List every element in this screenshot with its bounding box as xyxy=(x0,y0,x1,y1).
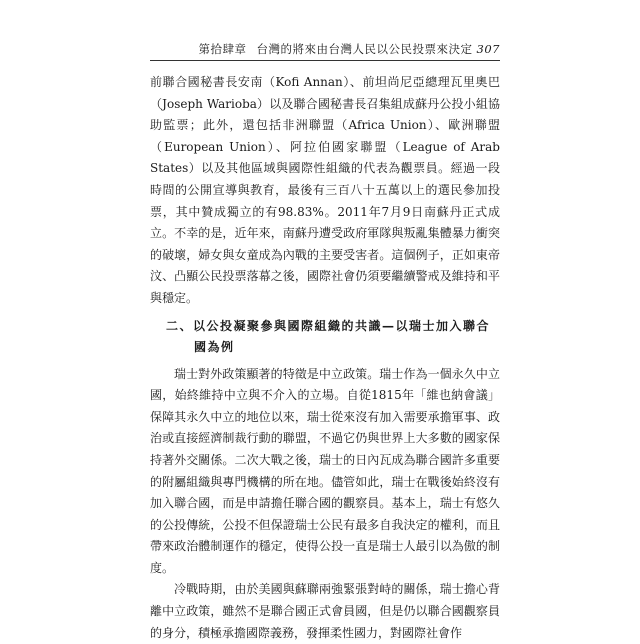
paragraph: 冷戰時期，由於美國與蘇聯兩強緊張對峙的關係，瑞士擔心背離中立政策，雖然不是聯合國正式會員國，但是仍以聯合國觀察員的身分，積極承擔國際義務，發揮柔性國力，對國際社會作 xyxy=(150,582,500,640)
section-heading xyxy=(150,316,500,358)
running-header xyxy=(150,40,500,61)
section-heading-line-1: 二、以公投凝聚參與國際組織的共識—以瑞士加入聯合 xyxy=(166,318,491,333)
book-page xyxy=(150,40,500,640)
paragraph: 前聯合國秘書長安南（Kofi Annan）、前坦尚尼亞總理瓦里奧巴（Joseph Warioba）以及聯合國秘書長召集組成蘇丹公投小組協助監票；此外，還包括非洲聯盟（Africa Union）、歐洲聯盟（European Union）、阿拉伯國家聯盟（League of Arab States）以及其他區域與國際性組織的代表為觀票員。經過一段時間的公開宣導與教育，最後有三百八十五萬以上的選民參加投票，其中贊成獨立的有98.83%。2011年7月9日南蘇丹正式成立。不幸的是，近年來，南蘇丹遭受政府軍隊與叛亂集體暴力衝突的破壞，婦女與女童成為內戰的主要受害者。這個例子，正如東帝汶、凸顯公民投票落幕之後，國際社會仍須要繼續警戒及維持和平與穩定。 xyxy=(150,75,500,305)
chapter-title: 台灣的將來由台灣人民以公民投票來決定 xyxy=(256,42,473,56)
chapter-label: 第拾肆章 xyxy=(198,42,247,56)
section-heading-line-2: 國為例 xyxy=(194,339,235,354)
paragraph: 瑞士對外政策顯著的特徵是中立政策。瑞士作為一個永久中立國，始終維持中立與不介入的立場。自從1815年「維也納會議」保障其永久中立的地位以來，瑞士從來沒有加入需要承擔軍事、政治或直接經濟制裁行動的聯盟，不過它仍與世界上大多數的國家保持著外交關係。二次大戰之後，瑞士的日內瓦成為聯合國許多重要的附屬組織與專門機構的所在地。儘管如此，瑞士在戰後始終沒有加入聯合國，而是申請擔任聯合國的觀察員。基本上，瑞士有悠久的公投傳統，公投不但保證瑞士公民有最多自我決定的權利，而且帶來政治體制運作的穩定，使得公投一直是瑞士人最引以為傲的制度。 xyxy=(150,366,500,575)
page-body xyxy=(150,72,500,644)
page-number: 307 xyxy=(476,42,500,56)
